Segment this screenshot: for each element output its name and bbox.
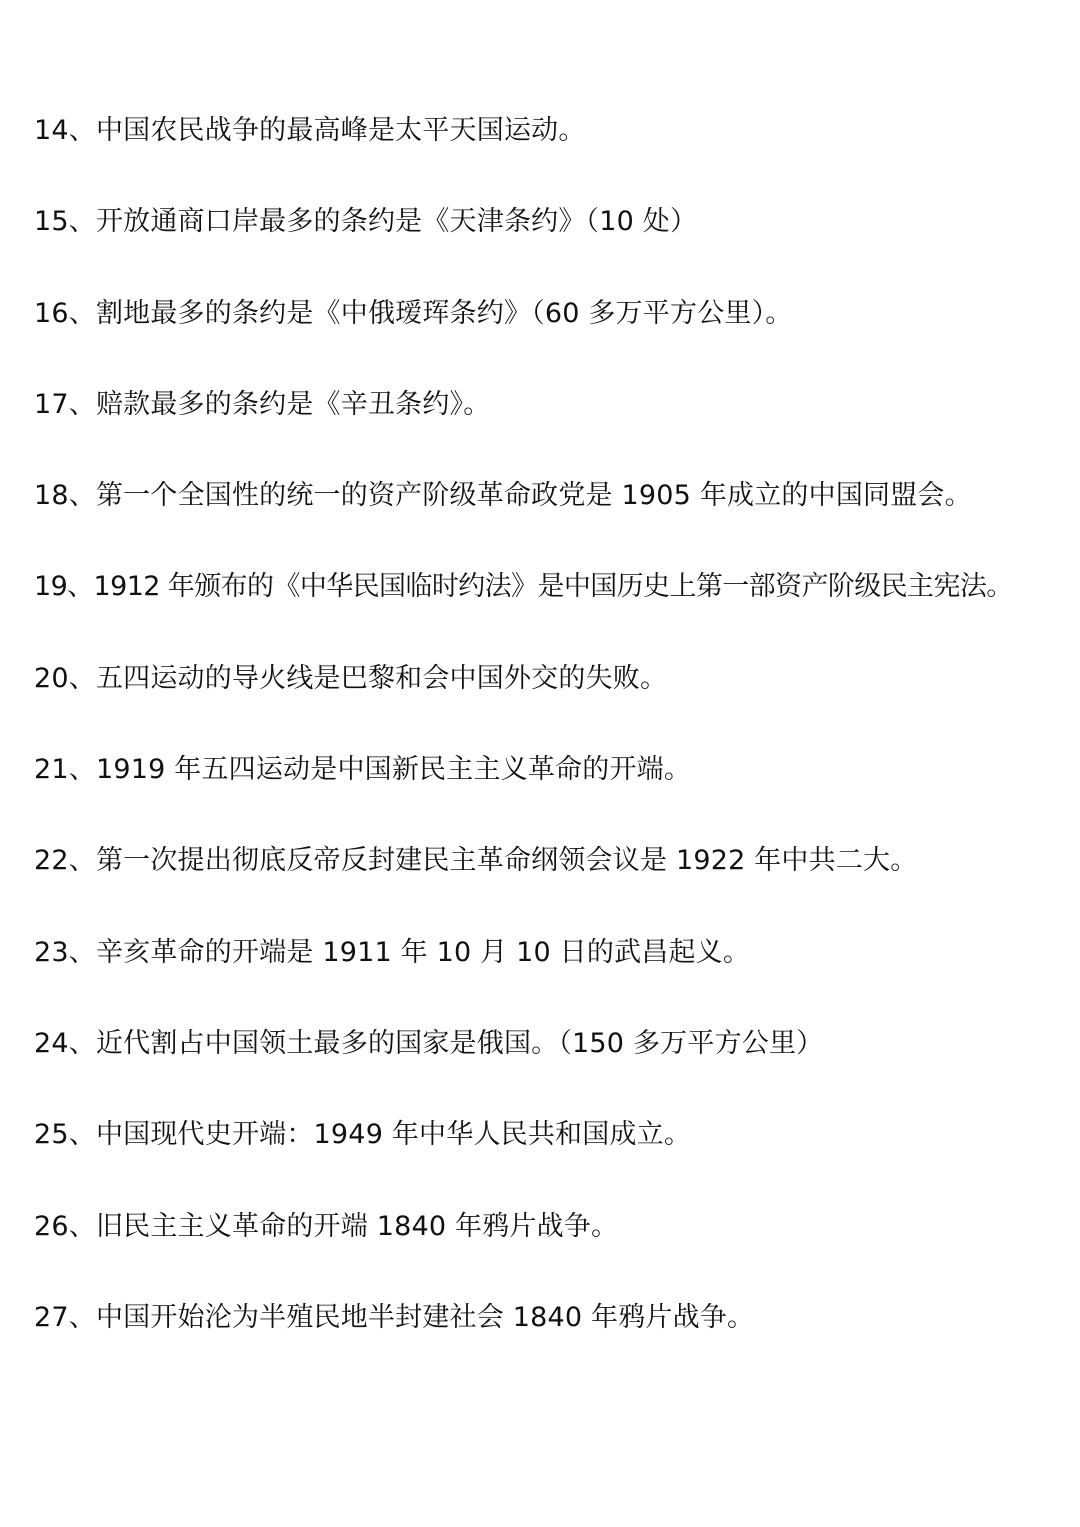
list-item: 27、中国开始沦为半殖民地半封建社会 1840 年鸦片战争。: [34, 1301, 755, 1333]
list-item: 16、割地最多的条约是《中俄瑷珲条约》（60 多万平方公里）。: [34, 297, 793, 329]
list-item: 22、第一次提出彻底反帝反封建民主革命纲领会议是 1922 年中共二大。: [34, 845, 918, 877]
list-item: 23、辛亥革命的开端是 1911 年 10 月 10 日的武昌起义。: [34, 936, 751, 968]
list-item: 15、开放通商口岸最多的条约是《天津条约》（10 处）: [34, 206, 698, 238]
list-item: 21、1919 年五四运动是中国新民主主义革命的开端。: [34, 754, 692, 786]
list-item: 18、第一个全国性的统一的资产阶级革命政党是 1905 年成立的中国同盟会。: [34, 480, 972, 512]
list-item: 14、中国农民战争的最高峰是太平天国运动。: [34, 115, 586, 146]
list-item: 20、五四运动的导火线是巴黎和会中国外交的失败。: [34, 662, 668, 694]
document-body: [34, 108, 1074, 1386]
list-item: 25、中国现代史开端：1949 年中华人民共和国成立。: [34, 1119, 692, 1151]
list-item: 17、赔款最多的条约是《辛丑条约》。: [34, 388, 491, 420]
list-item: 19、1912 年颁布的《中华民国临时约法》是中国历史上第一部资产阶级民主宪法。: [34, 571, 1013, 603]
list-item: 26、旧民主主义革命的开端 1840 年鸦片战争。: [34, 1210, 619, 1242]
list-item: 24、近代割占中国领土最多的国家是俄国。（150 多万平方公里）: [34, 1027, 824, 1059]
